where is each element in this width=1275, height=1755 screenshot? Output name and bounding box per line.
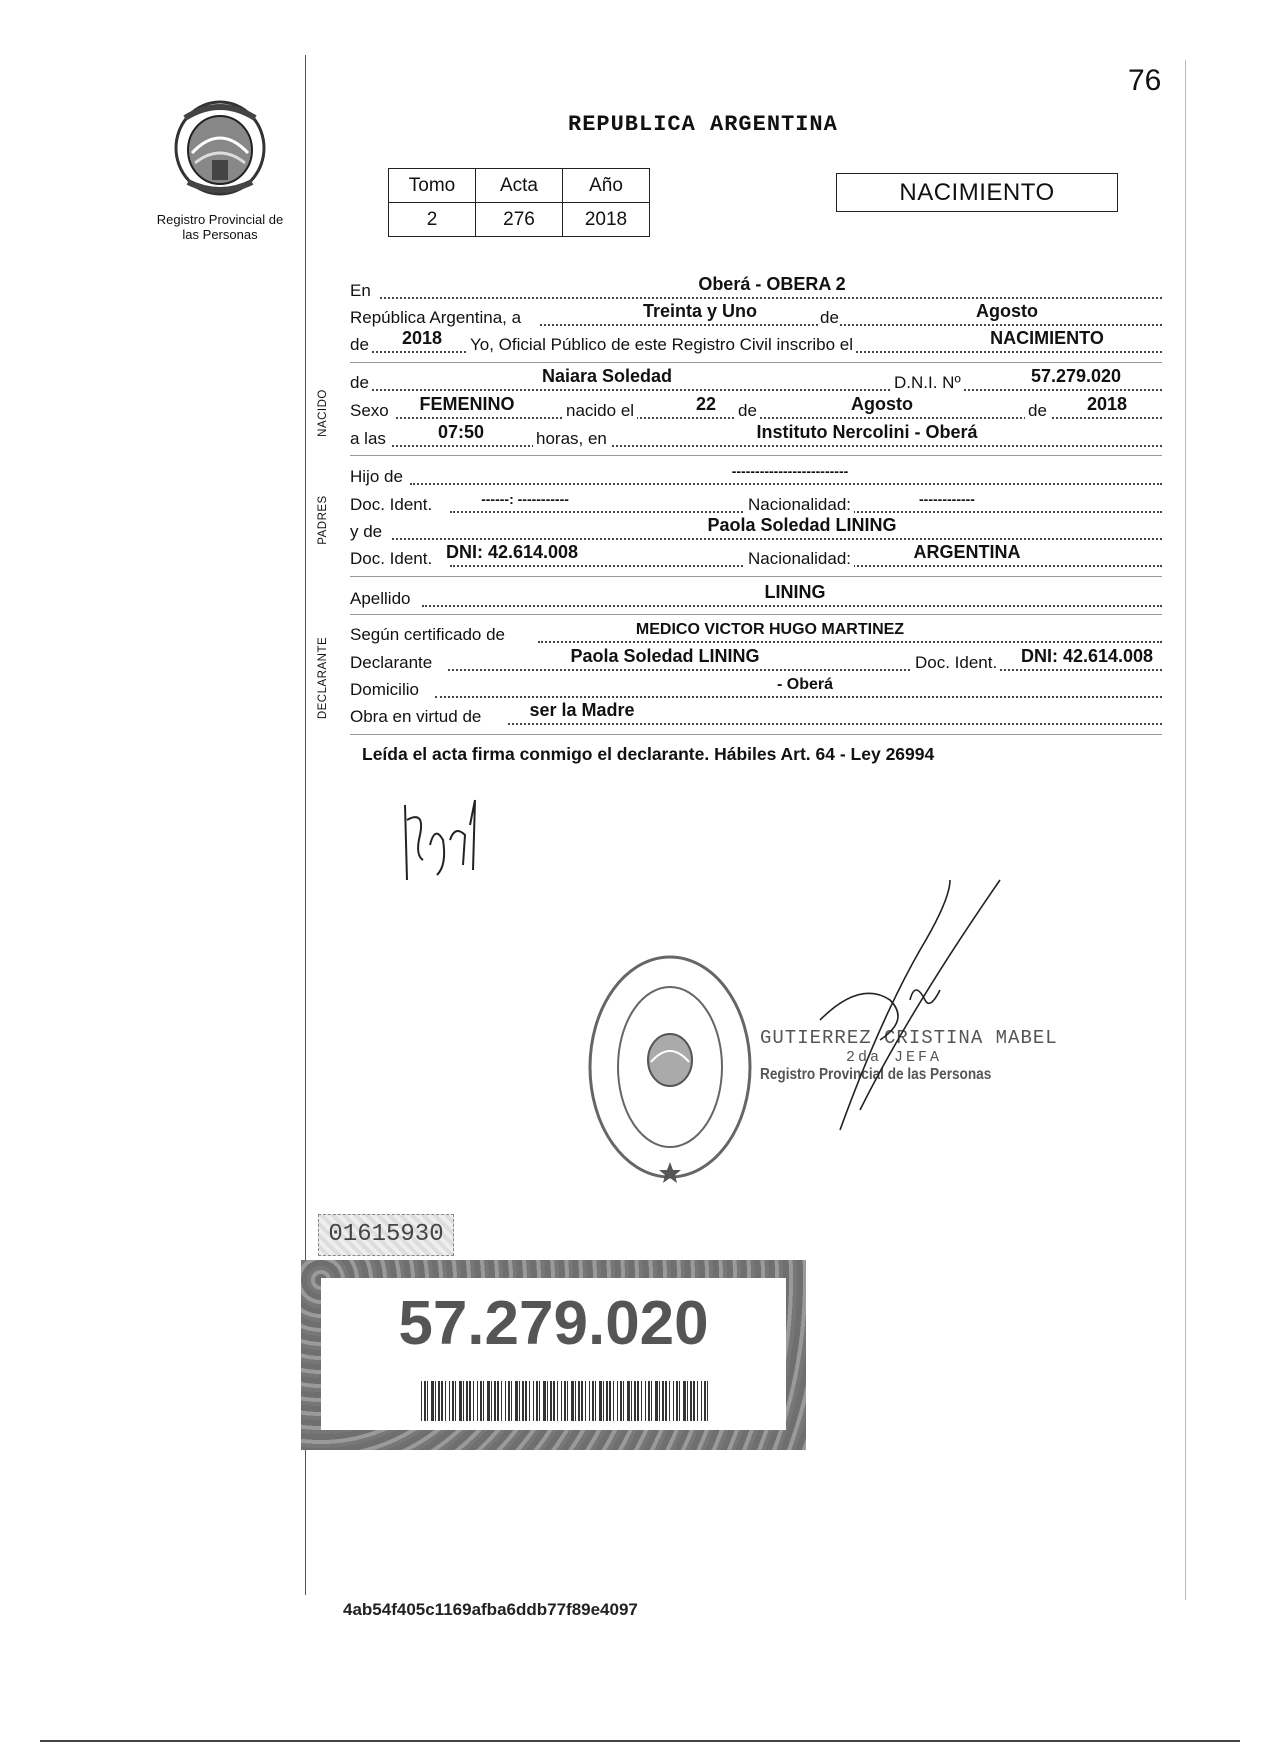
place-value: Oberá - OBERA 2 (698, 274, 846, 294)
barcode-bar (609, 1381, 611, 1421)
barcode-bar (599, 1381, 602, 1421)
divider-2 (350, 455, 1162, 456)
record-type-box: NACIMIENTO (836, 173, 1118, 212)
official-signature (800, 870, 1040, 1140)
official-registry: Registro Provincial de las Personas (760, 1066, 992, 1083)
barcode-bar (564, 1381, 566, 1421)
barcode-bar (522, 1381, 524, 1421)
surname-value: LINING (764, 582, 826, 602)
hijo-label: Hijo de (350, 467, 403, 486)
registry-name: Registro Provincial de las Personas (156, 212, 284, 242)
barcode-bar (547, 1381, 548, 1421)
barcode-bar (693, 1381, 695, 1421)
row-declarant (350, 648, 1162, 676)
dni-sticker (301, 1260, 806, 1450)
dni-barcode (421, 1381, 711, 1421)
row-father-name (350, 462, 1162, 490)
barcode-bar (445, 1381, 446, 1421)
section-declarante-label: DECLARANTE (317, 636, 329, 719)
capacity-value: ser la Madre (529, 700, 635, 720)
barcode-bar (483, 1381, 484, 1421)
row-address (350, 675, 1162, 703)
father-doc-value: ------: ----------- (481, 491, 569, 507)
barcode-bar (676, 1381, 678, 1421)
barcode-bar (690, 1381, 692, 1421)
child-dni-value: 57.279.020 (1030, 366, 1122, 386)
barcode-bar (427, 1381, 428, 1421)
document-hash: 4ab54f405c1169afba6ddb77f89e4097 (343, 1600, 638, 1619)
declarant-value: Paola Soledad LINING (570, 646, 760, 666)
barcode-bar (637, 1381, 639, 1421)
row-inscription (350, 330, 1162, 358)
row-place (350, 276, 1162, 304)
official-role: 2da JEFA (846, 1049, 943, 1066)
barcode-bar (431, 1381, 434, 1421)
barcode-bar (515, 1381, 518, 1421)
barcode-bar (603, 1381, 604, 1421)
birth-time-value: 07:50 (437, 422, 485, 442)
sexo-label: Sexo (350, 401, 389, 420)
declarant-signature (395, 785, 495, 895)
horas-label: horas, en (533, 429, 610, 449)
barcode-bar (679, 1381, 680, 1421)
barcode-bar (623, 1381, 624, 1421)
barcode-bar (441, 1381, 443, 1421)
barcode-bar (539, 1381, 540, 1421)
doc3-label: Doc. Ident. (912, 653, 1000, 673)
barcode-bar (575, 1381, 576, 1421)
barcode-bar (494, 1381, 496, 1421)
declarant-doc-value: DNI: 42.614.008 (1020, 646, 1154, 666)
barcode-bar (550, 1381, 552, 1421)
barcode-bar (704, 1381, 706, 1421)
barcode-bar (662, 1381, 664, 1421)
child-name-value: Naiara Soledad (541, 366, 673, 386)
provincia-crest-logo (170, 98, 270, 198)
a-las-label: a las (350, 429, 386, 448)
de4-label: de (1025, 401, 1050, 421)
row-date (350, 303, 1162, 331)
obra-label: Obra en virtud de (350, 707, 482, 726)
page-number: 76 (1128, 64, 1162, 97)
birth-year-value: 2018 (1086, 394, 1128, 414)
barcode-bar (631, 1381, 632, 1421)
barcode-bar (627, 1381, 630, 1421)
barcode-bar (543, 1381, 546, 1421)
barcode-bar (592, 1381, 594, 1421)
barcode-bar (683, 1381, 686, 1421)
barcode-bar (477, 1381, 478, 1421)
barcode-bar (463, 1381, 464, 1421)
barcode-bar (473, 1381, 474, 1421)
barcode-bar (645, 1381, 646, 1421)
nac1-label: Nacionalidad: (745, 495, 854, 515)
certifier-value: MEDICO VICTOR HUGO MARTINEZ (635, 621, 905, 638)
barcode-bar (665, 1381, 667, 1421)
nac2-label: Nacionalidad: (745, 549, 854, 569)
day-text-value: Treinta y Uno (642, 301, 758, 321)
barcode-bar (501, 1381, 502, 1421)
barcode-bar (557, 1381, 558, 1421)
barcode-bar (435, 1381, 436, 1421)
registry-stamp (585, 950, 755, 1185)
nacido-label: nacido el (563, 401, 637, 421)
barcode-bar (553, 1381, 555, 1421)
divider-5 (350, 734, 1162, 735)
declarante-label: Declarante (350, 653, 433, 672)
acta-value: 276 (476, 203, 563, 237)
acta-header: Acta (476, 169, 563, 203)
row-father-doc (350, 490, 1162, 518)
right-margin-line (1185, 60, 1186, 1600)
domicilio-label: Domicilio (350, 680, 419, 699)
barcode-bar (525, 1381, 527, 1421)
barcode-bar (648, 1381, 650, 1421)
row-surname (350, 584, 1162, 612)
barcode-bar (469, 1381, 471, 1421)
barcode-bar (655, 1381, 658, 1421)
barcode-bar (529, 1381, 530, 1421)
barcode-bar (578, 1381, 580, 1421)
barcode-bar (438, 1381, 440, 1421)
event-value: NACIMIENTO (990, 328, 1104, 348)
barcode-bar (589, 1381, 590, 1421)
serial-number-label: 01615930 (318, 1214, 454, 1256)
mother-nationality-value: ARGENTINA (913, 542, 1021, 562)
birth-day-value: 22 (695, 394, 717, 414)
row-capacity (350, 702, 1162, 730)
month-value: Agosto (976, 301, 1038, 321)
barcode-bar (641, 1381, 642, 1421)
de3-label: de (735, 401, 760, 421)
barcode-bar (455, 1381, 456, 1421)
barcode-bar (659, 1381, 660, 1421)
volume-table (388, 168, 650, 237)
barcode-bar (620, 1381, 622, 1421)
apellido-label: Apellido (350, 589, 411, 608)
barcode-bar (519, 1381, 520, 1421)
barcode-bar (497, 1381, 499, 1421)
anio-value: 2018 (563, 203, 650, 237)
barcode-bar (449, 1381, 450, 1421)
barcode-bar (567, 1381, 568, 1421)
barcode-bar (707, 1381, 708, 1421)
barcode-bar (673, 1381, 674, 1421)
barcode-bar (687, 1381, 688, 1421)
barcode-bar (617, 1381, 618, 1421)
document-title: REPUBLICA ARGENTINA (568, 112, 838, 137)
barcode-bar (511, 1381, 512, 1421)
barcode-bar (487, 1381, 490, 1421)
dni-sticker-number: 57.279.020 (398, 1289, 709, 1358)
barcode-bar (595, 1381, 596, 1421)
barcode-bar (697, 1381, 698, 1421)
barcode-bar (606, 1381, 608, 1421)
en-label: En (350, 281, 371, 300)
tomo-value: 2 (389, 203, 476, 237)
official-name: GUTIERREZ CRISTINA MABEL (760, 1027, 1058, 1049)
barcode-bar (508, 1381, 510, 1421)
section-nacido-label: NACIDO (317, 389, 329, 437)
father-name-value: ------------------------- (731, 463, 849, 479)
barcode-bar (424, 1381, 426, 1421)
republica-label: República Argentina, a (350, 308, 522, 327)
barcode-bar (533, 1381, 534, 1421)
oficial-text: Yo, Oficial Público de este Registro Civil inscribo el (467, 335, 856, 355)
row-certifier (350, 620, 1162, 648)
barcode-bar (452, 1381, 454, 1421)
birth-month-value: Agosto (851, 394, 913, 414)
barcode-bar (491, 1381, 492, 1421)
sex-value: FEMENINO (419, 394, 515, 414)
barcode-bar (701, 1381, 702, 1421)
doc1-label: Doc. Ident. (350, 495, 433, 514)
anio-header: Año (563, 169, 650, 203)
yde-label: y de (350, 522, 383, 541)
row-birth-date (350, 396, 1162, 424)
father-nationality-value: ------------ (919, 491, 975, 507)
barcode-bar (466, 1381, 468, 1421)
barcode-bar (536, 1381, 538, 1421)
barcode-bar (561, 1381, 562, 1421)
section-padres-label: PADRES (317, 494, 329, 545)
mother-name-value: Paola Soledad LINING (707, 515, 897, 535)
divider-3 (350, 576, 1162, 577)
barcode-bar (505, 1381, 506, 1421)
barcode-bar (585, 1381, 586, 1421)
address-value: - Oberá (776, 676, 834, 693)
certificado-label: Según certificado de (350, 625, 505, 644)
barcode-bar (459, 1381, 462, 1421)
de-label: de (820, 308, 839, 327)
barcode-bar (651, 1381, 652, 1421)
barcode-bar (571, 1381, 574, 1421)
divider-1 (350, 362, 1162, 363)
barcode-bar (421, 1381, 422, 1421)
de2-label: de (350, 335, 369, 354)
bottom-edge-line (40, 1740, 1240, 1742)
barcode-bar (613, 1381, 614, 1421)
doc2-label: Doc. Ident. (350, 549, 433, 568)
birth-place-value: Instituto Nercolini - Oberá (756, 422, 978, 442)
closing-statement: Leída el acta firma conmigo el declarante. Hábiles Art. 64 - Ley 26994 (362, 744, 935, 764)
row-mother-name (350, 517, 1162, 545)
row-birth-place (350, 424, 1162, 452)
barcode-bar (581, 1381, 583, 1421)
divider-4 (350, 614, 1162, 615)
barcode-bar (669, 1381, 670, 1421)
tomo-header: Tomo (389, 169, 476, 203)
barcode-bar (480, 1381, 482, 1421)
child-de-label: de (350, 373, 369, 392)
row-child-name (350, 368, 1162, 396)
year-value: 2018 (401, 328, 443, 348)
dni-label: D.N.I. Nº (891, 373, 964, 393)
row-mother-doc (350, 544, 1162, 572)
barcode-bar (634, 1381, 636, 1421)
mother-doc-value: DNI: 42.614.008 (445, 542, 579, 562)
